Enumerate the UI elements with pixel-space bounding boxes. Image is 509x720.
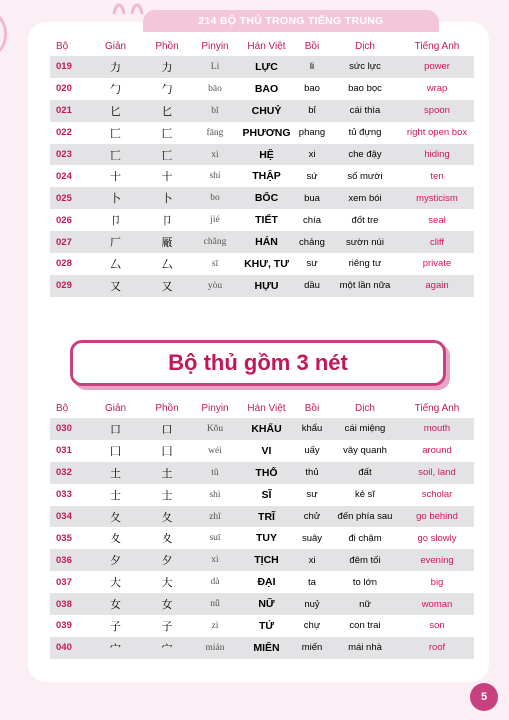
col-gian-cell: 厂 bbox=[110, 237, 121, 250]
col-dich-cell: cái miệng bbox=[344, 423, 386, 435]
col-tieng-anh-cell: seal bbox=[428, 214, 446, 226]
col-pinyin-cell: wéi bbox=[208, 445, 222, 456]
col-phon-cell: 匕 bbox=[161, 105, 173, 118]
col-gian-cell: 卜 bbox=[110, 193, 121, 206]
table-row bbox=[50, 187, 474, 209]
section-title: Bộ thủ gồm 3 nét bbox=[168, 350, 348, 375]
col-boi-header: Bồi bbox=[304, 402, 320, 414]
col-gian-cell: 士 bbox=[110, 489, 121, 502]
col-boi-cell: xi bbox=[308, 149, 316, 160]
table-row bbox=[50, 593, 474, 615]
col-dich-cell: đốt tre bbox=[351, 214, 379, 226]
col-bo-header: Bộ bbox=[56, 402, 69, 414]
col-phon-header: Phồn bbox=[155, 402, 179, 414]
col-tieng-anh-cell: mysticism bbox=[416, 192, 458, 204]
col-han-viet-cell: BAO bbox=[254, 82, 279, 95]
col-phon-header: Phồn bbox=[155, 40, 179, 52]
col-dich-cell: xem bói bbox=[348, 192, 382, 204]
col-boi-cell: bua bbox=[304, 192, 320, 204]
col-gian-cell: 又 bbox=[110, 280, 121, 293]
col-pinyin-cell: Lì bbox=[210, 61, 220, 72]
table-row bbox=[50, 549, 474, 571]
col-tieng-anh-cell: private bbox=[422, 258, 452, 270]
col-tieng-anh-cell: son bbox=[429, 620, 445, 632]
col-phon-cell: 卩 bbox=[161, 215, 173, 228]
col-boi-cell: miến bbox=[301, 642, 323, 654]
col-tieng-anh-cell: again bbox=[425, 280, 449, 292]
table-row bbox=[50, 253, 474, 275]
col-pinyin-cell: nǚ bbox=[210, 599, 220, 610]
table-row bbox=[50, 484, 474, 506]
table-row bbox=[50, 506, 474, 528]
col-pinyin-cell: xì bbox=[211, 149, 219, 160]
col-tieng-anh-cell: right open box bbox=[406, 127, 468, 139]
col-boi-cell: bao bbox=[304, 83, 320, 95]
col-bo-cell: 039 bbox=[56, 620, 72, 632]
col-dich-cell: riêng tư bbox=[348, 258, 382, 270]
col-dich-cell: che đậy bbox=[348, 149, 382, 160]
col-dich-cell: sườn núi bbox=[346, 236, 384, 248]
col-han-viet-cell: HỆ bbox=[259, 148, 274, 161]
col-gian-cell: 夊 bbox=[110, 533, 121, 546]
col-pinyin-cell: jié bbox=[210, 215, 220, 226]
col-boi-cell: chảng bbox=[299, 236, 325, 248]
col-gian-cell: 厶 bbox=[110, 258, 121, 271]
col-pinyin-cell: dà bbox=[210, 577, 220, 588]
col-phon-cell: 匸 bbox=[161, 149, 173, 162]
col-han-viet-cell: TỬ bbox=[258, 619, 275, 632]
col-phon-cell: 匚 bbox=[161, 127, 173, 140]
table-row bbox=[50, 275, 474, 297]
col-han-viet-cell: KHƯ, TƯ bbox=[244, 257, 289, 270]
col-pinyin-cell: shí bbox=[209, 171, 221, 182]
col-pinyin-cell: Kǒu bbox=[206, 423, 224, 434]
col-han-viet-cell: LỰC bbox=[255, 60, 278, 73]
col-bo-cell: 024 bbox=[56, 170, 72, 182]
col-dich-cell: số mười bbox=[347, 170, 383, 182]
col-dich-cell: vây quanh bbox=[343, 445, 387, 457]
col-boi-cell: chía bbox=[303, 214, 321, 226]
col-han-viet-cell: THỔ bbox=[255, 466, 278, 479]
col-bo-header: Bộ bbox=[56, 40, 69, 52]
col-tieng-anh-cell: big bbox=[430, 576, 444, 588]
col-han-viet-header: Hán Việt bbox=[247, 402, 286, 414]
table-row bbox=[50, 637, 474, 659]
table-body bbox=[50, 56, 474, 297]
col-dich-cell: đi chậm bbox=[348, 532, 382, 544]
col-pinyin-cell: yòu bbox=[207, 280, 223, 291]
col-han-viet-cell: VI bbox=[261, 444, 272, 457]
table-row bbox=[50, 440, 474, 462]
col-tieng-anh-cell: power bbox=[424, 61, 450, 73]
col-phon-cell: 子 bbox=[161, 620, 173, 633]
col-dich-cell: đất bbox=[358, 467, 372, 479]
col-boi-cell: sứ bbox=[306, 170, 318, 182]
table-row bbox=[50, 527, 474, 549]
col-tieng-anh-cell: roof bbox=[428, 642, 446, 654]
decorative-leaf-icon bbox=[0, 14, 10, 54]
col-boi-cell: chử bbox=[303, 511, 321, 522]
col-han-viet-cell: CHUỶ bbox=[251, 104, 282, 117]
col-boi-cell: xi bbox=[308, 554, 316, 566]
col-han-viet-cell: ĐẠI bbox=[257, 576, 276, 589]
section-banner bbox=[70, 340, 446, 386]
table-row bbox=[50, 144, 474, 166]
radicals-table-1 bbox=[50, 36, 474, 297]
col-phon-cell: 女 bbox=[161, 599, 173, 612]
col-pinyin-cell: zi bbox=[211, 620, 219, 631]
col-dich-cell: to lớn bbox=[352, 576, 378, 588]
table-row bbox=[50, 78, 474, 100]
col-bo-cell: 033 bbox=[56, 489, 72, 501]
col-tieng-anh-cell: ten bbox=[430, 170, 444, 182]
col-boi-header: Bồi bbox=[304, 40, 320, 52]
col-bo-cell: 034 bbox=[56, 511, 72, 522]
col-boi-cell: li bbox=[309, 61, 315, 73]
col-pinyin-cell: bǐ bbox=[211, 105, 219, 116]
col-phon-cell: 勹 bbox=[161, 83, 173, 96]
col-boi-cell: bỉ bbox=[308, 105, 316, 117]
col-bo-cell: 021 bbox=[56, 105, 72, 117]
col-pinyin-cell: tǔ bbox=[211, 467, 219, 478]
col-tieng-anh-cell: wrap bbox=[426, 83, 448, 95]
table-header bbox=[50, 36, 474, 56]
col-gian-cell: 十 bbox=[110, 171, 121, 184]
col-dich-header: Dịch bbox=[354, 402, 375, 414]
col-dich-header: Dịch bbox=[354, 40, 375, 52]
page-number: 5 bbox=[470, 683, 498, 711]
col-gian-cell: 土 bbox=[110, 467, 121, 480]
col-gian-cell: 匕 bbox=[110, 105, 121, 118]
col-bo-cell: 037 bbox=[56, 576, 72, 588]
col-phon-cell: 夕 bbox=[161, 555, 173, 568]
col-tieng-anh-cell: around bbox=[422, 445, 452, 457]
col-phon-cell: 又 bbox=[161, 280, 173, 293]
col-boi-cell: thủ bbox=[305, 467, 319, 479]
col-bo-cell: 026 bbox=[56, 214, 72, 226]
col-bo-cell: 023 bbox=[56, 149, 72, 160]
col-dich-cell: kẻ sĩ bbox=[354, 489, 376, 501]
col-gian-cell: 力 bbox=[110, 61, 121, 74]
col-bo-cell: 025 bbox=[56, 192, 72, 204]
table-row bbox=[50, 571, 474, 593]
col-han-viet-cell: MIÊN bbox=[253, 641, 280, 654]
col-bo-cell: 028 bbox=[56, 258, 72, 270]
col-bo-cell: 019 bbox=[56, 61, 72, 73]
col-han-viet-cell: THẬP bbox=[252, 170, 281, 183]
table-row bbox=[50, 615, 474, 637]
col-bo-cell: 035 bbox=[56, 532, 72, 544]
col-boi-cell: khẩu bbox=[301, 423, 323, 435]
col-bo-cell: 032 bbox=[56, 467, 72, 479]
col-dich-cell: nữ bbox=[359, 598, 371, 610]
table-row bbox=[50, 462, 474, 484]
col-tieng-anh-cell: go slowly bbox=[417, 532, 457, 544]
col-boi-cell: ta bbox=[308, 576, 316, 588]
col-pinyin-cell: zhǐ bbox=[209, 511, 221, 522]
col-boi-cell: phang bbox=[298, 127, 326, 139]
col-phon-cell: 力 bbox=[161, 61, 173, 74]
col-phon-cell: 卜 bbox=[161, 193, 173, 206]
col-pinyin-cell: suī bbox=[209, 533, 221, 544]
col-bo-cell: 030 bbox=[56, 423, 72, 435]
col-phon-cell: 口 bbox=[161, 423, 173, 436]
col-dich-cell: một lần nữa bbox=[339, 280, 391, 292]
col-han-viet-cell: SĨ bbox=[261, 488, 272, 501]
col-dich-cell: con trai bbox=[349, 620, 381, 632]
col-han-viet-header: Hán Việt bbox=[247, 40, 286, 52]
table-header bbox=[50, 398, 474, 418]
page-title: 214 BỘ THỦ TRONG TIẾNG TRUNG bbox=[143, 10, 439, 32]
col-boi-cell: sư bbox=[306, 489, 318, 501]
col-pinyin-header: Pinyin bbox=[201, 40, 229, 52]
table-row bbox=[50, 165, 474, 187]
col-gian-cell: 夂 bbox=[110, 511, 121, 524]
table-row bbox=[50, 122, 474, 144]
col-bo-cell: 031 bbox=[56, 445, 72, 457]
col-dich-cell: đêm tối bbox=[349, 554, 381, 566]
table-row bbox=[50, 418, 474, 440]
col-gian-cell: 口 bbox=[110, 423, 121, 436]
col-dich-cell: bao bọc bbox=[348, 83, 382, 95]
col-tieng-anh-cell: hiding bbox=[424, 149, 450, 160]
col-gian-cell: 宀 bbox=[110, 642, 121, 655]
col-tieng-anh-cell: go behind bbox=[416, 511, 458, 522]
col-han-viet-cell: TỊCH bbox=[254, 554, 279, 567]
col-phon-cell: 十 bbox=[161, 171, 173, 184]
table-row bbox=[50, 100, 474, 122]
col-tieng-anh-cell: soil, land bbox=[418, 467, 456, 479]
col-bo-cell: 020 bbox=[56, 83, 72, 95]
col-dich-cell: cái thìa bbox=[349, 105, 381, 117]
col-gian-cell: 匚 bbox=[110, 127, 121, 140]
col-han-viet-cell: TRĨ bbox=[258, 510, 275, 523]
col-boi-cell: nuỷ bbox=[304, 598, 320, 610]
col-han-viet-cell: PHƯƠNG bbox=[242, 126, 291, 139]
col-pinyin-cell: bāo bbox=[208, 83, 222, 94]
col-han-viet-cell: TIẾT bbox=[255, 214, 278, 227]
col-pinyin-cell: mián bbox=[205, 642, 225, 653]
col-phon-cell: 大 bbox=[161, 577, 173, 590]
col-gian-header: Giản bbox=[104, 402, 127, 414]
col-tieng-anh-cell: scholar bbox=[421, 489, 453, 501]
col-phon-cell: 厶 bbox=[161, 258, 173, 271]
col-gian-cell: 匸 bbox=[110, 149, 121, 162]
table-body bbox=[50, 418, 474, 659]
col-pinyin-cell: chǎng bbox=[203, 237, 227, 248]
col-pinyin-cell: xì bbox=[211, 555, 219, 566]
col-gian-cell: 卩 bbox=[110, 215, 121, 228]
col-pinyin-header: Pinyin bbox=[201, 402, 229, 414]
table-row bbox=[50, 56, 474, 78]
table-row bbox=[50, 209, 474, 231]
decorative-ears-icon bbox=[110, 0, 150, 14]
col-pinyin-cell: bo bbox=[210, 193, 220, 204]
col-bo-cell: 022 bbox=[56, 127, 72, 139]
col-dich-cell: mái nhà bbox=[348, 642, 382, 654]
col-phon-cell: 宀 bbox=[161, 642, 173, 655]
col-boi-cell: dầu bbox=[304, 280, 320, 292]
col-bo-cell: 038 bbox=[56, 598, 72, 610]
col-phon-cell: 土 bbox=[161, 467, 173, 480]
col-han-viet-cell: NỮ bbox=[258, 598, 275, 611]
col-phon-cell: 士 bbox=[161, 489, 173, 502]
col-gian-cell: 大 bbox=[110, 577, 121, 590]
col-tieng-anh-cell: cliff bbox=[429, 236, 445, 248]
col-gian-cell: 女 bbox=[110, 599, 121, 612]
col-tieng-anh-cell: mouth bbox=[423, 423, 451, 435]
col-han-viet-cell: HÁN bbox=[255, 236, 278, 249]
col-han-viet-cell: TUY bbox=[256, 532, 277, 545]
col-tieng-anh-header: Tiếng Anh bbox=[414, 40, 460, 52]
col-bo-cell: 040 bbox=[56, 642, 72, 654]
col-boi-cell: chự bbox=[303, 620, 321, 632]
col-dich-cell: tủ đựng bbox=[348, 127, 382, 139]
col-boi-cell: sư bbox=[306, 258, 318, 270]
col-boi-cell: suây bbox=[301, 532, 323, 544]
col-tieng-anh-cell: spoon bbox=[424, 105, 450, 117]
col-han-viet-cell: KHẨU bbox=[251, 422, 282, 435]
col-tieng-anh-header: Tiếng Anh bbox=[414, 402, 460, 414]
col-pinyin-cell: sī bbox=[211, 258, 219, 269]
col-gian-cell: 囗 bbox=[110, 445, 121, 458]
table-row bbox=[50, 231, 474, 253]
col-gian-header: Giản bbox=[104, 40, 127, 52]
col-phon-cell: 厰 bbox=[161, 237, 173, 250]
col-dich-cell: đến phía sau bbox=[337, 511, 393, 522]
col-pinyin-cell: shì bbox=[209, 489, 221, 500]
col-boi-cell: uấy bbox=[304, 445, 320, 457]
col-han-viet-cell: BỐC bbox=[254, 192, 279, 205]
col-phon-cell: 夊 bbox=[161, 533, 173, 546]
col-gian-cell: 子 bbox=[110, 620, 121, 633]
col-gian-cell: 勹 bbox=[110, 83, 121, 96]
radicals-table-2 bbox=[50, 398, 474, 659]
col-tieng-anh-cell: evening bbox=[420, 554, 454, 566]
col-dich-cell: sức lực bbox=[349, 61, 381, 73]
col-bo-cell: 036 bbox=[56, 554, 72, 566]
col-phon-cell: 夂 bbox=[161, 511, 173, 524]
col-bo-cell: 027 bbox=[56, 236, 72, 248]
col-han-viet-cell: HỰU bbox=[254, 279, 279, 292]
col-gian-cell: 夕 bbox=[110, 555, 121, 568]
col-pinyin-cell: fāng bbox=[206, 127, 224, 138]
col-phon-cell: 囗 bbox=[161, 445, 173, 458]
col-tieng-anh-cell: woman bbox=[421, 598, 453, 610]
col-bo-cell: 029 bbox=[56, 280, 72, 292]
